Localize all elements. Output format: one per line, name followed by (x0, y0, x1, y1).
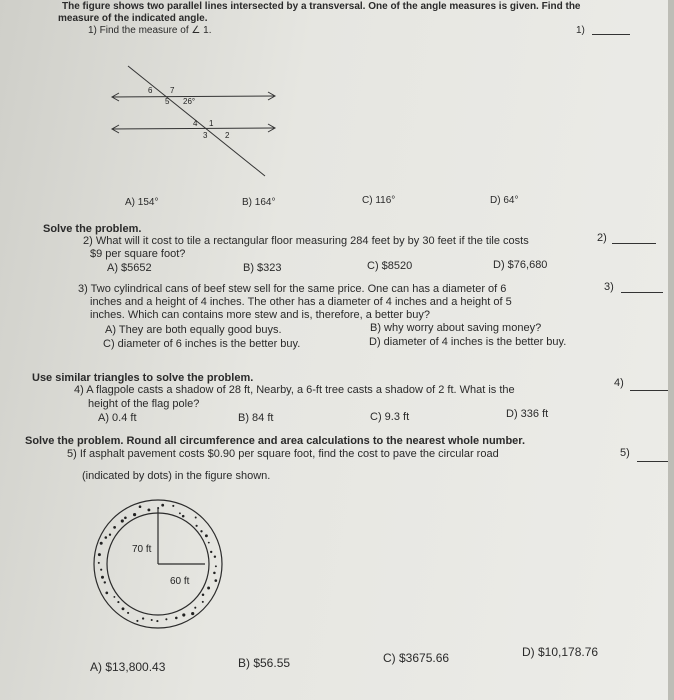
road-dot (172, 505, 174, 507)
label-60ft: 60 ft (170, 576, 190, 587)
q5-choice-b: B) $56.55 (238, 656, 291, 670)
road-dot (133, 513, 136, 516)
road-dot (182, 613, 185, 616)
instruction-line-1: The figure shows two parallel lines intersected by a transversal. One of the angle measures is given. Find the (62, 1, 581, 12)
road-dot (191, 612, 194, 615)
q1-choice-b: B) 164° (242, 197, 276, 208)
q4-text-line-2: height of the flag pole? (88, 398, 200, 410)
road-dot (179, 512, 181, 514)
road-dot (104, 581, 106, 583)
q4-choice-c: C) 9.3 ft (370, 411, 410, 423)
section-heading-similar-triangles: Use similar triangles to solve the problem. (32, 372, 254, 384)
photo-edge-shadow (668, 0, 674, 700)
road-dot (196, 525, 198, 527)
road-dot (136, 620, 138, 622)
q1-number: 1) (576, 25, 585, 36)
road-dot (208, 542, 210, 544)
q2-text-line-1: 2) What will it cost to tile a rectangular floor measuring 284 feet by by 30 feet if the tile costs (83, 235, 529, 247)
instruction-line-2: measure of the indicated angle. (58, 13, 208, 24)
road-dot (215, 565, 217, 567)
road-dot (127, 612, 129, 614)
q2-text-line-2: $9 per square foot? (90, 248, 186, 260)
road-dot (147, 508, 150, 511)
q3-text-line-3: inches. Which can contains more stew and is, therefore, a better buy? (90, 309, 430, 321)
q1-choice-c: C) 116° (362, 195, 396, 206)
q5-choice-c: C) $3675.66 (383, 651, 450, 665)
road-dot (101, 576, 104, 579)
q5-choice-a: A) $13,800.43 (90, 660, 166, 674)
q1-prompt: 1) Find the measure of ∠ 1. (88, 25, 212, 36)
road-dot (205, 534, 208, 537)
q3-text-line-1: 3) Two cylindrical cans of beef stew sell for the same price. One can has a diameter of 6 (78, 283, 507, 295)
q4-choice-b: B) 84 ft (238, 412, 274, 424)
road-dot (124, 516, 127, 519)
road-dot (113, 526, 116, 529)
label-70ft: 70 ft (132, 544, 152, 555)
road-dot (139, 505, 142, 508)
q1-choice-d: D) 64° (490, 195, 519, 206)
q2-choice-c: C) $8520 (367, 260, 413, 272)
angle-label-1: 1 (209, 119, 214, 128)
angle-label-4: 4 (193, 119, 198, 128)
q4-number: 4) (614, 377, 624, 389)
angle-label-26deg: 26° (183, 97, 196, 106)
q5-choice-d: D) $10,178.76 (522, 645, 599, 659)
q5-text-line-1: 5) If asphalt pavement costs $0.90 per square foot, find the cost to pave the circular road (67, 448, 499, 460)
road-dot (157, 507, 159, 509)
road-dot (194, 607, 196, 609)
road-dot (151, 619, 153, 621)
road-dot (156, 620, 158, 622)
angle-label-5: 5 (165, 97, 170, 106)
q1-choice-a: A) 154° (125, 197, 159, 208)
angle-label-6: 6 (148, 86, 153, 95)
q5-number: 5) (620, 447, 630, 459)
road-dot (202, 601, 204, 603)
road-dot (100, 542, 103, 545)
angle-label-2: 2 (225, 131, 230, 140)
road-dot (202, 593, 205, 596)
road-dot (117, 601, 119, 603)
road-dot (105, 592, 108, 595)
q3-choice-b: B) why worry about saving money? (370, 322, 542, 334)
road-dot (109, 534, 111, 536)
q4-text-line-1: 4) A flagpole casts a shadow of 28 ft, Nearby, a 6-ft tree casts a shadow of 2 ft. What is the (74, 384, 515, 396)
road-dot (207, 587, 210, 590)
q2-choice-b: B) $323 (243, 262, 282, 274)
road-dot (214, 579, 217, 582)
road-dot (175, 617, 178, 620)
road-dot (105, 536, 108, 539)
road-dot (161, 504, 164, 507)
road-dot (122, 607, 125, 610)
q3-choice-c: C) diameter of 6 inches is the better buy. (103, 338, 301, 350)
road-dot (213, 572, 216, 575)
road-dot (182, 515, 185, 518)
road-dot (165, 618, 167, 620)
road-dot (113, 596, 115, 598)
road-dot (98, 553, 101, 556)
q2-number: 2) (597, 232, 607, 244)
road-dot (100, 569, 102, 571)
road-dot (142, 617, 144, 619)
road-dot (98, 562, 100, 564)
q3-number: 3) (604, 281, 614, 293)
road-dot (121, 519, 124, 522)
section-heading-solve: Solve the problem. (43, 223, 142, 235)
angle-label-7: 7 (170, 86, 175, 95)
angle-label-3: 3 (203, 131, 208, 140)
q3-choice-a: A) They are both equally good buys. (105, 324, 282, 336)
q4-choice-a: A) 0.4 ft (98, 412, 137, 424)
q2-choice-d: D) $76,680 (493, 259, 548, 271)
road-dot (195, 517, 197, 519)
q2-choice-a: A) $5652 (107, 262, 152, 274)
section-heading-round: Solve the problem. Round all circumference and area calculations to the nearest whole number. (25, 435, 526, 447)
q3-choice-d: D) diameter of 4 inches is the better buy. (369, 336, 567, 348)
q5-text-line-2: (indicated by dots) in the figure shown. (82, 470, 271, 482)
road-dot (210, 551, 212, 553)
q3-text-line-2: inches and a height of 4 inches. The other has a diameter of 4 inches and a height of 5 (90, 296, 512, 308)
road-dot (200, 530, 202, 532)
road-dot (214, 556, 216, 558)
q4-choice-d: D) 336 ft (506, 408, 549, 420)
